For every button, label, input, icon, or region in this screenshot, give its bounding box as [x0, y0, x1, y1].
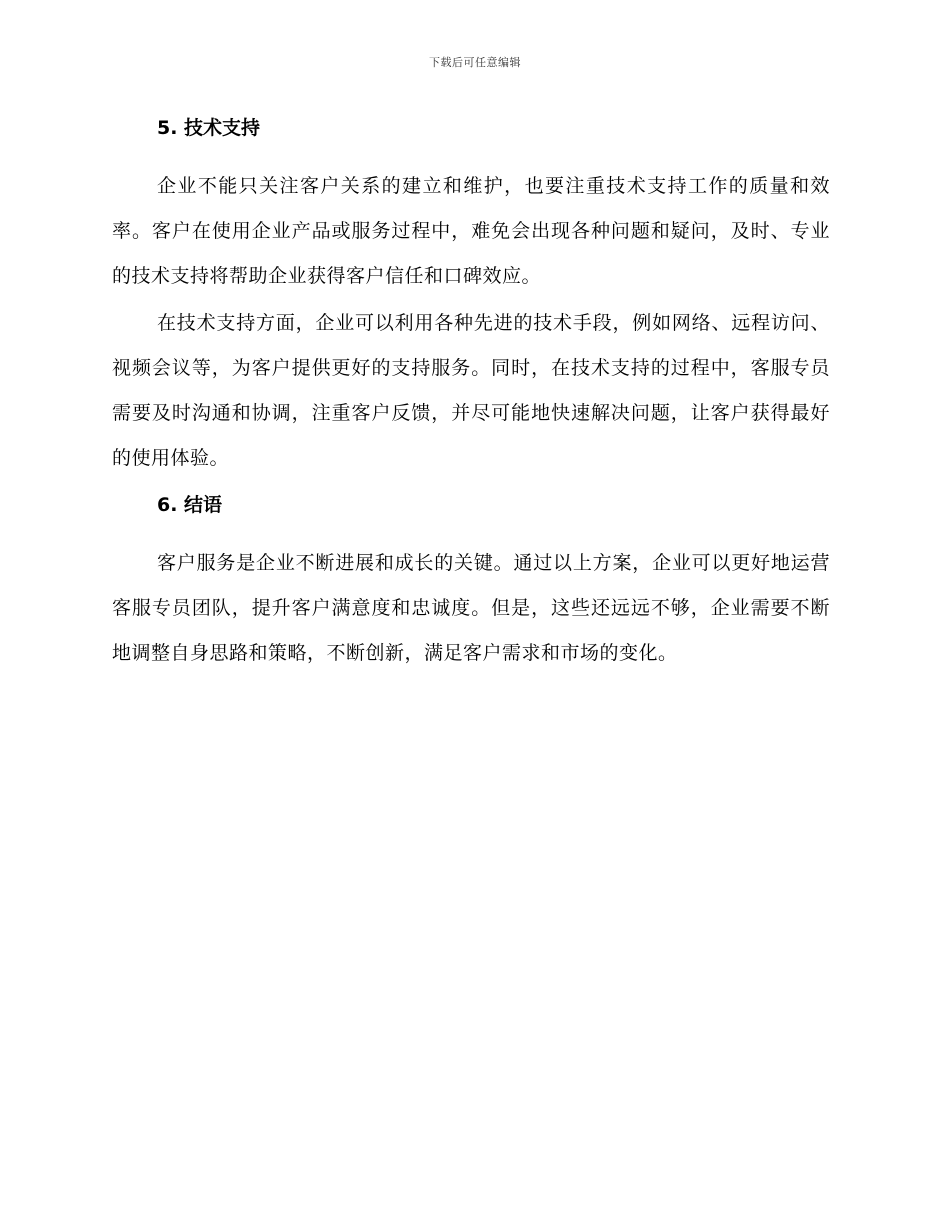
paragraph: 企业不能只关注客户关系的建立和维护，也要注重技术支持工作的质量和效率。客户在使用企业产品或服务过程中，难免会出现各种问题和疑问，及时、专业的技术支持将帮助企业获得客户信任和口碑效应。 — [112, 175, 830, 287]
paragraph: 客户服务是企业不断进展和成长的关键。通过以上方案，企业可以更好地运营客服专员团队，提升客户满意度和忠诚度。但是，这些还远远不够，企业需要不断地调整自身思路和策略，不断创新，满足客户需求和市场的变化。 — [112, 552, 830, 664]
page-header: 下载后可任意编辑 — [429, 56, 521, 69]
section-heading: 5. 技术支持 — [157, 117, 261, 139]
section-conclusion — [112, 489, 830, 676]
section-heading: 6. 结语 — [157, 494, 223, 516]
paragraph: 在技术支持方面，企业可以利用各种先进的技术手段，例如网络、远程访问、视频会议等，为客户提供更好的支持服务。同时，在技术支持的过程中，客服专员需要及时沟通和协调，注重客户反馈，并尽可能地快速解决问题，让客户获得最好的使用体验。 — [112, 312, 830, 469]
section-technical-support — [112, 112, 830, 481]
document-body — [112, 112, 830, 678]
